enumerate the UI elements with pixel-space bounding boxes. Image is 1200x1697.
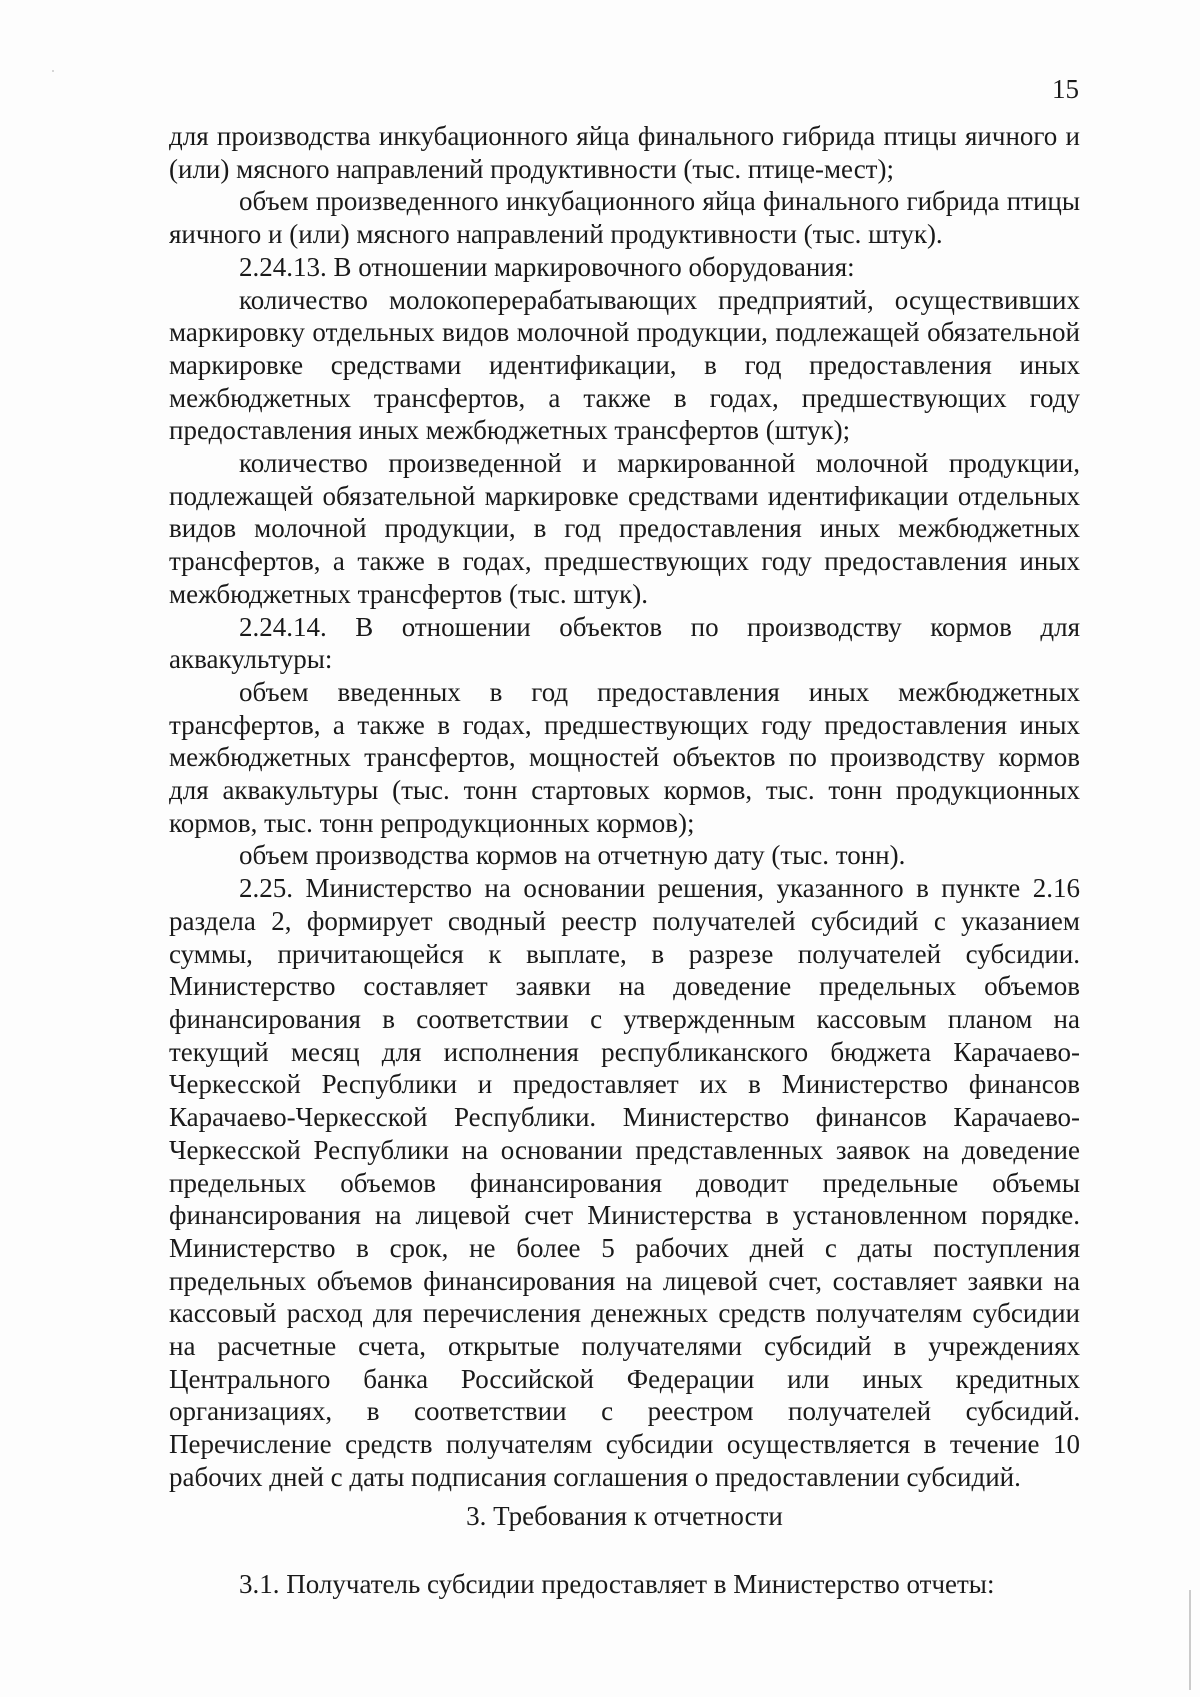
- paragraph: объем производства кормов на отчетную дату (тыс. тонн).: [239, 840, 906, 871]
- paragraph: объем введенных в год предоставления иных межбюджетных трансфертов, а также в годах, предшествующих году предоставления иных межбюджетных трансфертов, мощностей объектов по производству кормов для аквакультуры (тыс. тонн стартовых кормов, тыс. тонн продукционных кормов, тыс. тонн репродукционных кормов);: [169, 676, 1080, 838]
- section-first-line: 3.1. Получатель субсидии предоставляет в Министерство отчеты:: [239, 1569, 995, 1599]
- page-number: 15: [1052, 74, 1079, 104]
- paragraph: количество молокоперерабатывающих предприятий, осуществивших маркировку отдельных видов молочной продукции, подлежащей обязательной маркировке средствами идентификации, в год предоставления иных межбюджетных трансфертов, а также в годах, предшествующих году предоставления иных межбюджетных трансфертов (штук);: [169, 284, 1080, 446]
- section-heading: 3. Требования к отчетности: [466, 1501, 783, 1531]
- subsection-heading: 2.24.13. В отношении маркировочного оборудования:: [239, 251, 855, 282]
- paragraph: объем произведенного инкубационного яйца финального гибрида птицы яичного и (или) мясного направлений продуктивности (тыс. штук).: [169, 186, 1080, 250]
- scan-artifact: [52, 70, 54, 72]
- paragraph: для производства инкубационного яйца финального гибрида птицы яичного и (или) мясного направлений продуктивности (тыс. птице-мест);: [169, 121, 1080, 184]
- document-body: [169, 120, 1080, 1494]
- paragraph: 2.25. Министерство на основании решения, указанного в пункте 2.16 раздела 2, формирует сводный реестр получателей субсидий с указанием суммы, причитающейся к выплате, в разрезе получателей субсидии. Министерство составляет заявки на доведение предельных объемов финансирования в соответствии с утвержденным кассовым планом на текущий месяц для исполнения республиканского бюджета Карачаево-Черкесской Республики и предоставляет их в Министерство финансов Карачаево-Черкесской Республики. Министерство финансов Карачаево-Черкесской Республики на основании представленных заявок на доведение предельных объемов финансирования доводит предельные объемы финансирования на лицевой счет Министерства в установленном порядке. Министерство в срок, не более 5 рабочих дней с даты поступления предельных объемов финансирования на лицевой счет, составляет заявки на кассовый расход для перечисления денежных средств получателям субсидии на расчетные счета, открытые получателями субсидий в учреждениях Центрального банка Российской Федерации или иных кредитных организациях, в соответствии с реестром получателей субсидий. Перечисление средств получателям субсидии осуществляется в течение 10 рабочих дней с даты подписания соглашения о предоставлении субсидий.: [169, 873, 1080, 1492]
- scan-artifact: [1189, 1590, 1191, 1690]
- subsection-heading: 2.24.14. В отношении объектов по производству кормов для аквакультуры:: [169, 611, 1080, 675]
- paragraph: количество произведенной и маркированной молочной продукции, подлежащей обязательной маркировке средствами идентификации отдельных видов молочной продукции, в год предоставления иных межбюджетных трансфертов, а также в годах, предшествующих году предоставления иных межбюджетных трансфертов (тыс. штук).: [169, 448, 1080, 609]
